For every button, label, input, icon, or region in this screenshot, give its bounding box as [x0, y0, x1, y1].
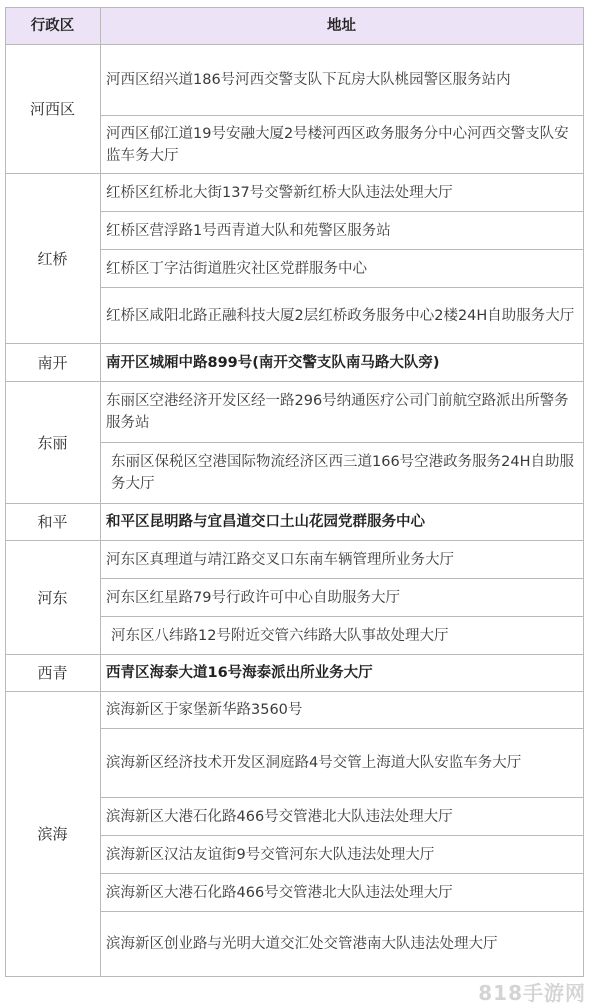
region-cell: 河西区: [6, 45, 101, 174]
table-row: [6, 655, 584, 692]
header-region: 行政区: [6, 8, 101, 45]
address-cell: 红桥区丁字沽街道胜灾社区党群服务中心: [101, 250, 584, 288]
header-address: 地址: [101, 8, 584, 45]
watermark-logo: 818手游网: [478, 981, 586, 1005]
address-cell: 河西区绍兴道186号河西交警支队下瓦房大队桃园警区服务站内: [101, 45, 584, 116]
address-cell: 河西区郁江道19号安融大厦2号楼河西区政务服务分中心河西交警支队安监车务大厅: [101, 116, 584, 174]
region-cell: 东丽: [6, 382, 101, 504]
address-cell: 滨海新区于家堡新华路3560号: [101, 692, 584, 729]
region-cell: 西青: [6, 655, 101, 692]
address-cell: 东丽区空港经济开发区经一路296号纳通医疗公司门前航空路派出所警务服务站: [101, 382, 584, 443]
address-cell: 西青区海泰大道16号海泰派出所业务大厅: [101, 655, 584, 692]
address-cell: 滨海新区大港石化路466号交管港北大队违法处理大厅: [101, 798, 584, 836]
region-cell: 南开: [6, 344, 101, 382]
address-cell: 河东区真理道与靖江路交叉口东南车辆管理所业务大厅: [101, 541, 584, 579]
table-row: [6, 344, 584, 382]
address-cell: 南开区城厢中路899号(南开交警支队南马路大队旁): [101, 344, 584, 382]
address-cell: 和平区昆明路与宜昌道交口土山花园党群服务中心: [101, 504, 584, 541]
table-row: [6, 45, 584, 116]
address-cell: 滨海新区创业路与光明大道交汇处交管港南大队违法处理大厅: [101, 912, 584, 977]
table-row: [6, 382, 584, 443]
region-cell: 和平: [6, 504, 101, 541]
header-row: [6, 8, 584, 45]
address-cell: 滨海新区大港石化路466号交管港北大队违法处理大厅: [101, 874, 584, 912]
address-cell: 红桥区咸阳北路正融科技大厦2层红桥政务服务中心2楼24H自助服务大厅: [101, 288, 584, 344]
table-row: [6, 174, 584, 212]
address-cell: 滨海新区汉沽友谊街9号交管河东大队违法处理大厅: [101, 836, 584, 874]
address-cell: 东丽区保税区空港国际物流经济区西三道166号空港政务服务24H自助服务大厅: [101, 443, 584, 504]
address-cell: 河东区八纬路12号附近交管六纬路大队事故处理大厅: [101, 617, 584, 655]
address-cell: 红桥区红桥北大街137号交警新红桥大队违法处理大厅: [101, 174, 584, 212]
address-cell: 河东区红星路79号行政许可中心自助服务大厅: [101, 579, 584, 617]
region-cell: 红桥: [6, 174, 101, 344]
address-cell: 滨海新区经济技术开发区洞庭路4号交管上海道大队安监车务大厅: [101, 729, 584, 798]
address-cell: 红桥区营浮路1号西青道大队和苑警区服务站: [101, 212, 584, 250]
table-row: [6, 692, 584, 729]
region-cell: 河东: [6, 541, 101, 655]
address-table: [5, 7, 584, 977]
table-row: [6, 541, 584, 579]
region-cell: 滨海: [6, 692, 101, 977]
table-row: [6, 504, 584, 541]
